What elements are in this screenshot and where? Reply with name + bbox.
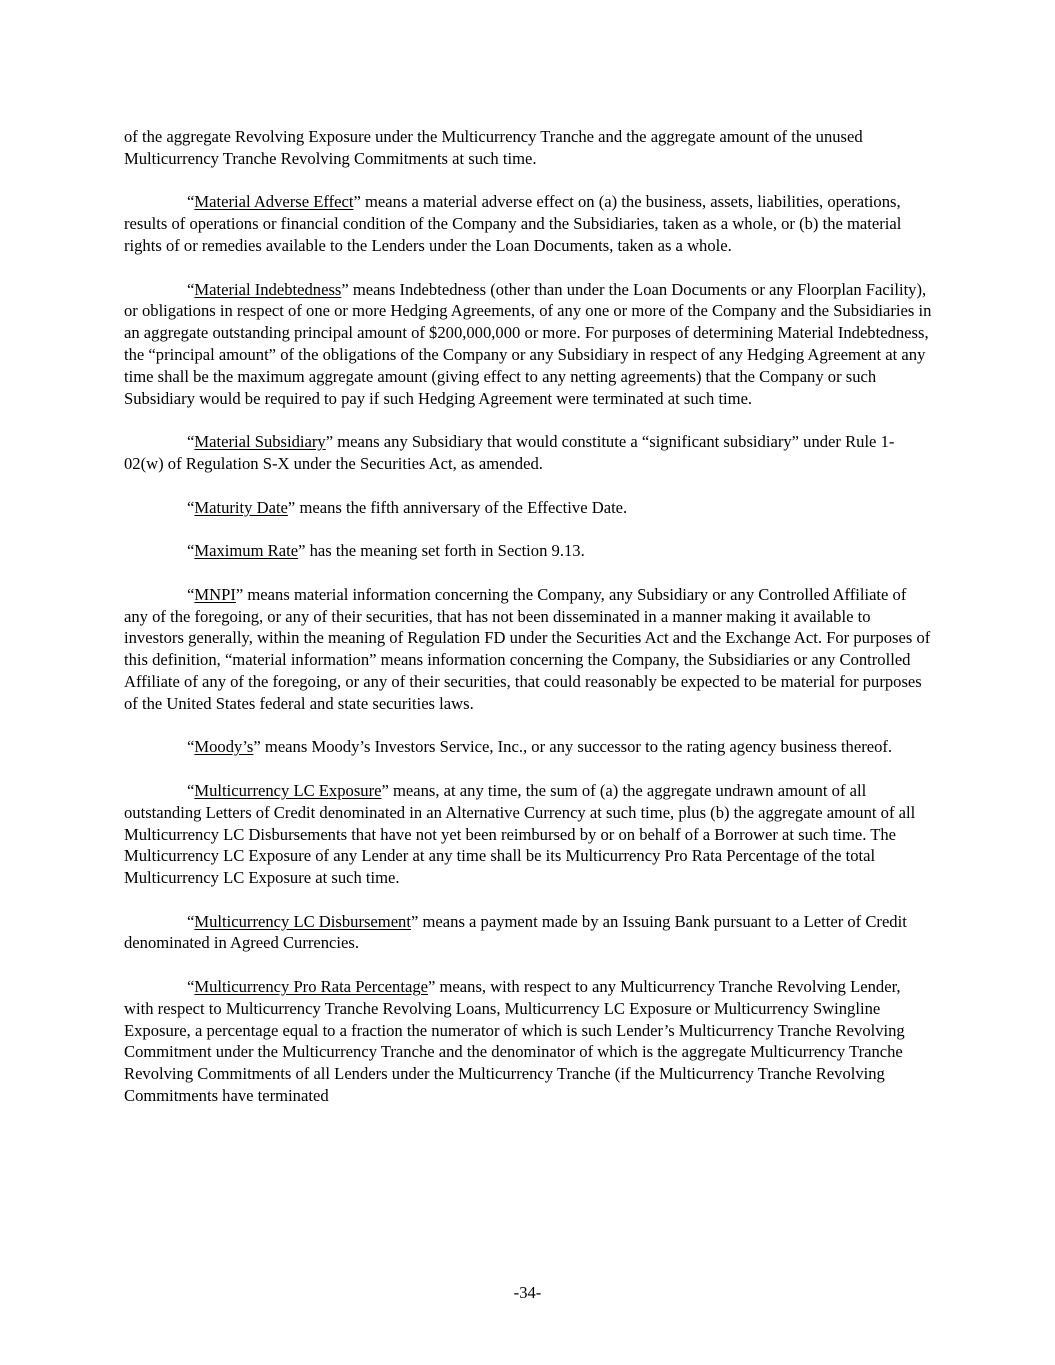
definition-text: means a payment made by an Issuing Bank pursuant to a Letter of Credit denominated in Agreed Currencies. xyxy=(124,911,907,953)
defined-term: Material Adverse Effect xyxy=(194,192,354,212)
definition-text: means, at any time, the sum of (a) the aggregate undrawn amount of all outstanding Letters of Credit denominated in an Alternative Currency at such time, plus (b) the aggregate amount of all Multicurrency LC Disbursements that have not yet been reimbursed by or on behalf of a Borrower at such time. The Multicurrency LC Exposure of any Lender at any time shall be its Multicurrency Pro Rata Percentage of the total Multicurrency LC Exposure at such time. xyxy=(124,780,916,888)
definition-moodys: “Moody’s” means Moody’s Investors Service, Inc., or any successor to the rating agency business thereof. xyxy=(187,737,893,757)
defined-term: Multicurrency Pro Rata Percentage xyxy=(194,977,428,997)
definition-multicurrency-lc-exposure: “Multicurrency LC Exposure” means, at any time, the sum of (a) the aggregate undrawn amount of all outstanding Letters of Credit denominated in an Alternative Currency at such time, plus (b) the aggregate amount of all Multicurrency LC Disbursements that have not yet been reimbursed by or on behalf of a Borrower at such time. The Multicurrency LC Exposure of any Lender at any time shall be its Multicurrency Pro Rata Percentage of the total Multicurrency LC Exposure at such time. xyxy=(124,780,916,888)
defined-term: Maximum Rate xyxy=(194,541,299,561)
definition-text: means a material adverse effect on (a) the business, assets, liabilities, operations, results of operations or financial condition of the Company and the Subsidiaries, taken as a whole, or (b) the material rights of or remedies available to the Lenders under the Loan Documents, taken as a whole. xyxy=(124,192,902,255)
definition-maturity-date: “Maturity Date” means the fifth anniversary of the Effective Date. xyxy=(187,497,628,517)
opening-paragraph: of the aggregate Revolving Exposure under the Multicurrency Tranche and the aggregate amount of the unused Multicurrency Tranche Revolving Commitments at such time. xyxy=(124,127,863,168)
defined-term: Material Indebtedness xyxy=(194,279,342,299)
definition-text: means material information concerning the Company, any Subsidiary or any Controlled Affiliate of any of the foregoing, or any of their securities, that has not been disseminated in a manner making it available to investors generally, within the meaning of Regulation FD under the Securities Act and the Exchange Act. For purposes of this definition, “material information” means information concerning the Company, the Subsidiaries or any Controlled Affiliate of any of the foregoing, or any of their securities, that could reasonably be expected to be material for purposes of the United States federal and state securities laws. xyxy=(124,584,931,713)
defined-term: Maturity Date xyxy=(194,497,288,517)
definition-mnpi: “MNPI” means material information concerning the Company, any Subsidiary or any Controlled Affiliate of any of the foregoing, or any of their securities, that has not been disseminated in a manner making it available to investors generally, within the meaning of Regulation FD under the Securities Act and the Exchange Act. For purposes of this definition, “material information” means information concerning the Company, the Subsidiaries or any Controlled Affiliate of any of the foregoing, or any of their securities, that could reasonably be expected to be material for purposes of the United States federal and state securities laws. xyxy=(124,584,931,713)
definition-text: means any Subsidiary that would constitute a “significant subsidiary” under Rule 1-02(w) of Regulation S-X under the Securities Act, as amended. xyxy=(124,432,895,473)
definition-text: means Moody’s Investors Service, Inc., or any successor to the rating agency business thereof. xyxy=(260,737,893,757)
definition-multicurrency-pro-rata-percentage: “Multicurrency Pro Rata Percentage” means, with respect to any Multicurrency Tranche Revolving Lender, with respect to Multicurrency Tranche Revolving Loans, Multicurrency LC Exposure or Multicurrency Swingline Exposure, a percentage equal to a fraction the numerator of which is such Lender’s Multicurrency Tranche Revolving Commitment under the Multicurrency Tranche and the denominator of which is the aggregate Multicurrency Tranche Revolving Commitments of all Lenders under the Multicurrency Tranche (if the Multicurrency Tranche Revolving Commitments have terminated xyxy=(124,977,905,1106)
definition-multicurrency-lc-disbursement: “Multicurrency LC Disbursement” means a payment made by an Issuing Bank pursuant to a Letter of Credit denominated in Agreed Currencies. xyxy=(124,911,907,953)
definition-material-indebtedness: “Material Indebtedness” means Indebtedness (other than under the Loan Documents or any Floorplan Facility), or obligations in respect of one or more Hedging Agreements, of any one or more of the Company and the Subsidiaries in an aggregate outstanding principal amount of $200,000,000 or more. For purposes of determining Material Indebtedness, the “principal amount” of the obligations of the Company or any Subsidiary in respect of any Hedging Agreement at any time shall be the maximum aggregate amount (giving effect to any netting agreements) that the Company or such Subsidiary would be required to pay if such Hedging Agreement were terminated at such time. xyxy=(124,279,932,408)
definition-maximum-rate: “Maximum Rate” has the meaning set forth in Section 9.13. xyxy=(187,541,585,561)
defined-term: Multicurrency LC Disbursement xyxy=(194,911,411,931)
definition-text: means Indebtedness (other than under the Loan Documents or any Floorplan Facility), or obligations in respect of one or more Hedging Agreements, of any one or more of the Company and the Subsidiaries in an aggregate outstanding principal amount of $200,000,000 or more. For purposes of determining Material Indebtedness, the “principal amount” of the obligations of the Company or any Subsidiary in respect of any Hedging Agreement at any time shall be the maximum aggregate amount (giving effect to any netting agreements) that the Company or such Subsidiary would be required to pay if such Hedging Agreement were terminated at such time. xyxy=(124,279,932,408)
document-page xyxy=(124,126,934,1129)
defined-term: Multicurrency LC Exposure xyxy=(194,780,382,800)
definition-material-adverse-effect: “Material Adverse Effect” means a material adverse effect on (a) the business, assets, liabilities, operations, results of operations or financial condition of the Company and the Subsidiaries, taken as a whole, or (b) the material rights of or remedies available to the Lenders under the Loan Documents, taken as a whole. xyxy=(124,192,902,255)
definition-text: has the meaning set forth in Section 9.13. xyxy=(305,541,585,561)
definition-material-subsidiary: “Material Subsidiary” means any Subsidiary that would constitute a “significant subsidiary” under Rule 1-02(w) of Regulation S-X under the Securities Act, as amended. xyxy=(124,432,895,473)
defined-term: Moody’s xyxy=(194,737,254,757)
page-number: -34- xyxy=(513,1283,542,1302)
defined-term: MNPI xyxy=(194,584,236,604)
definition-text: means, with respect to any Multicurrency Tranche Revolving Lender, with respect to Multicurrency Tranche Revolving Loans, Multicurrency LC Exposure or Multicurrency Swingline Exposure, a percentage equal to a fraction the numerator of which is such Lender’s Multicurrency Tranche Revolving Commitment under the Multicurrency Tranche and the denominator of which is the aggregate Multicurrency Tranche Revolving Commitments of all Lenders under the Multicurrency Tranche (if the Multicurrency Tranche Revolving Commitments have terminated xyxy=(124,977,905,1106)
definition-text: means the fifth anniversary of the Effective Date. xyxy=(295,497,628,517)
defined-term: Material Subsidiary xyxy=(194,432,326,452)
